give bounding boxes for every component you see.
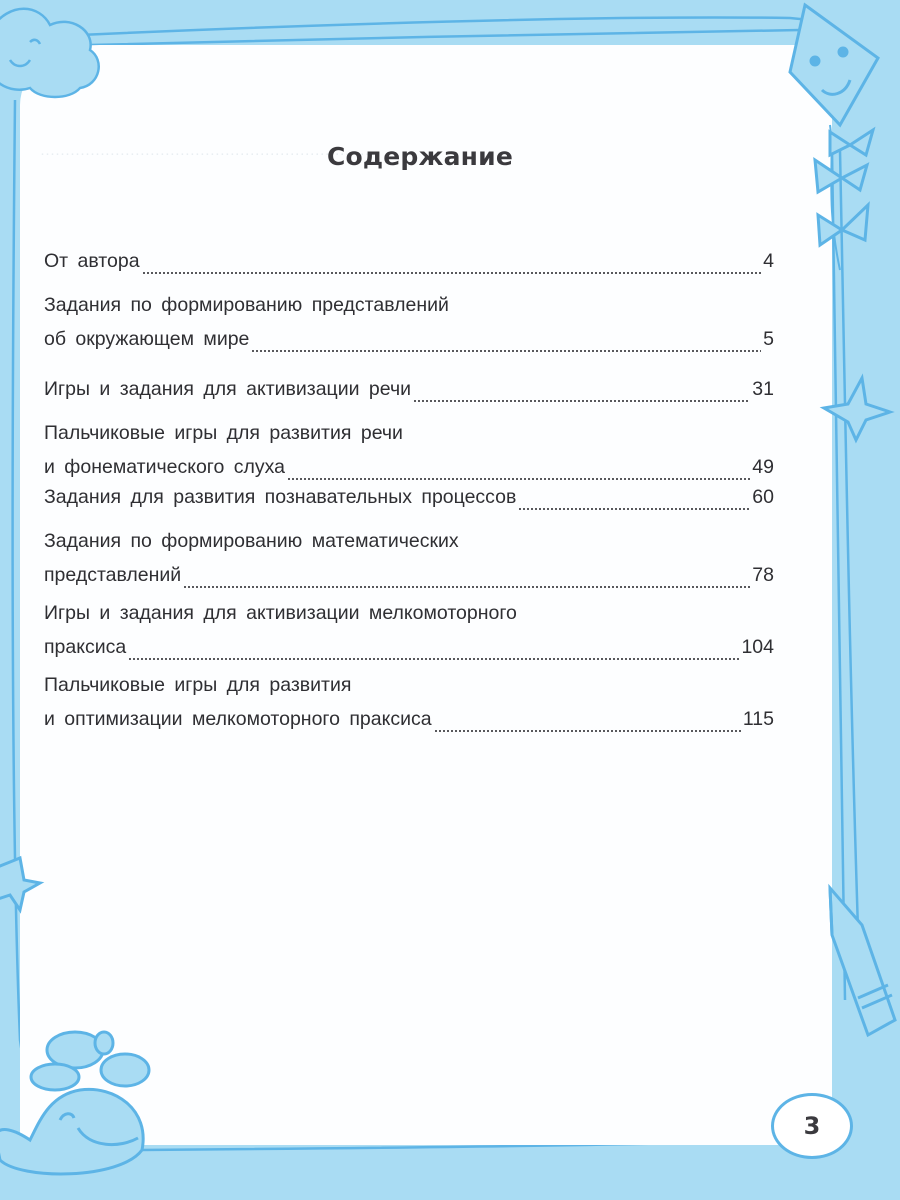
toc-entry-title: Задания по формированию представлений <box>44 294 449 316</box>
toc-entry-title: Игры и задания для активизации речи <box>44 378 412 400</box>
toc-page-number: 115 <box>742 708 774 730</box>
dot-leader <box>287 477 750 481</box>
toc-entry[interactable] <box>44 674 774 742</box>
toc-page-number: 4 <box>763 250 774 272</box>
toc-entry[interactable] <box>44 378 774 412</box>
toc-entry[interactable] <box>44 294 774 362</box>
toc-page-number: 31 <box>752 378 774 400</box>
toc-entry-title: Задания по формированию математических <box>44 530 459 552</box>
dot-leader <box>434 729 741 733</box>
dot-leader <box>413 399 750 403</box>
star-icon <box>824 378 890 440</box>
toc-entry[interactable] <box>44 250 774 284</box>
toc-page-number: 104 <box>741 636 774 658</box>
toc-entry-title: Пальчиковые игры для развития <box>44 674 352 696</box>
toc-entry-title: представлений <box>44 564 182 586</box>
toc-entry-title: об окружающем мире <box>44 328 250 350</box>
page-number-badge: 3 <box>771 1093 853 1159</box>
dot-leader <box>251 349 761 353</box>
toc-entry-title: Игры и задания для активизации мелкомоторного <box>44 602 517 624</box>
toc-entry-title: Задания для развития познавательных процессов <box>44 486 517 508</box>
toc-entry[interactable] <box>44 486 774 520</box>
toc-page-number: 49 <box>752 456 774 478</box>
toc-entry[interactable] <box>44 530 774 598</box>
toc-page-number: 60 <box>752 486 774 508</box>
toc-page-number: 78 <box>752 564 774 586</box>
show-through-text: ··································································· <box>40 145 375 162</box>
toc-entry[interactable] <box>44 602 774 670</box>
page-title: Содержание <box>326 142 514 171</box>
dot-leader <box>142 271 762 275</box>
toc-page-number: 5 <box>763 328 774 350</box>
dot-leader <box>183 585 750 589</box>
toc-entry-title: и фонематического слуха <box>44 456 286 478</box>
toc-entry-title: Пальчиковые игры для развития речи <box>44 422 403 444</box>
toc-entry[interactable] <box>44 422 774 490</box>
toc-entry-title: и оптимизации мелкомоторного праксиса <box>44 708 432 730</box>
pencil-icon <box>830 888 895 1035</box>
dot-leader <box>128 657 739 661</box>
dot-leader <box>518 507 750 511</box>
toc-entry-title: От автора <box>44 250 140 272</box>
toc-entry-title: праксиса <box>44 636 127 658</box>
